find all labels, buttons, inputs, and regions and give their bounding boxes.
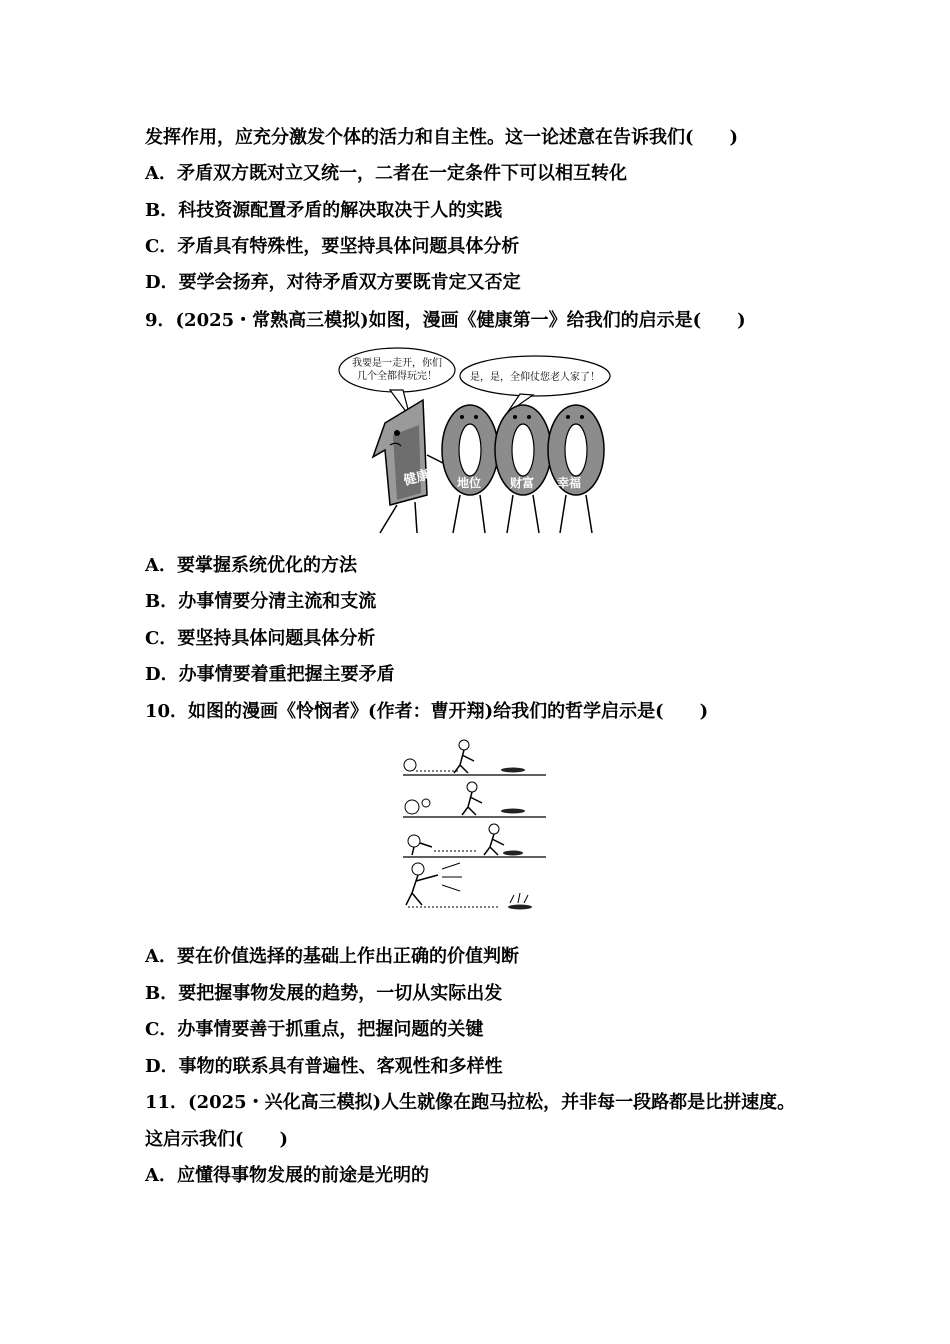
- bubble-left-line2: 几个全都得玩完！: [357, 371, 437, 382]
- q8-option-c: C．矛盾具有特殊性，要坚持具体问题具体分析: [145, 236, 520, 257]
- q10-option-b: B．要把握事物发展的趋势，一切从实际出发: [145, 983, 503, 1004]
- q11-option-a: A．应懂得事物发展的前途是光明的: [145, 1165, 429, 1186]
- q9-stem: 9．(2025・常熟高三模拟)如图，漫画《健康第一》给我们的启示是( ): [145, 310, 746, 331]
- q10-option-c: C．办事情要善于抓重点，把握问题的关键: [145, 1019, 484, 1040]
- q8-option-d: D．要学会扬弃，对待矛盾双方要既肯定又否定: [145, 272, 521, 293]
- zero-figure-3-icon: [548, 405, 604, 533]
- zero-figure-2-icon: [495, 405, 551, 533]
- q9-option-b: B．办事情要分清主流和支流: [145, 591, 377, 612]
- q8-option-a: A．矛盾双方既对立又统一，二者在一定条件下可以相互转化: [145, 163, 627, 184]
- cartoon-health-first: [335, 345, 615, 540]
- one-label: 健康: [402, 467, 432, 489]
- q8-stem-tail: 发挥作用，应充分激发个体的活力和自主性。这一论述意在告诉我们( ): [145, 127, 739, 148]
- q9-option-a: A．要掌握系统优化的方法: [145, 555, 357, 576]
- zero-label-2: 财富: [510, 476, 535, 490]
- q8-option-b: B．科技资源配置矛盾的解决取决于人的实践: [145, 200, 503, 221]
- q10-stem: 10．如图的漫画《怜悯者》(作者：曹开翔)给我们的哲学启示是( ): [145, 701, 709, 722]
- zero-label-3: 幸福: [557, 476, 582, 490]
- bubble-left-line1: 我要是一走开，你们: [352, 358, 442, 369]
- zero-figure-1-icon: [442, 405, 498, 533]
- q9-option-c: C．要坚持具体问题具体分析: [145, 628, 376, 649]
- q11-stem-line2: 这启示我们( ): [145, 1129, 289, 1150]
- bubble-right-text: 是，是，全仰仗您老人家了！: [470, 372, 600, 383]
- q9-option-d: D．办事情要着重把握主要矛盾: [145, 664, 395, 685]
- zero-label-1: 地位: [457, 476, 482, 490]
- q10-option-a: A．要在价值选择的基础上作出正确的价值判断: [145, 946, 519, 967]
- q11-stem-line1: 11．(2025・兴化高三模拟)人生就像在跑马拉松，并非每一段路都是比拼速度。: [145, 1092, 796, 1113]
- q10-option-d: D．事物的联系具有普遍性、客观性和多样性: [145, 1056, 503, 1077]
- cartoon-pity-giver: [398, 735, 550, 915]
